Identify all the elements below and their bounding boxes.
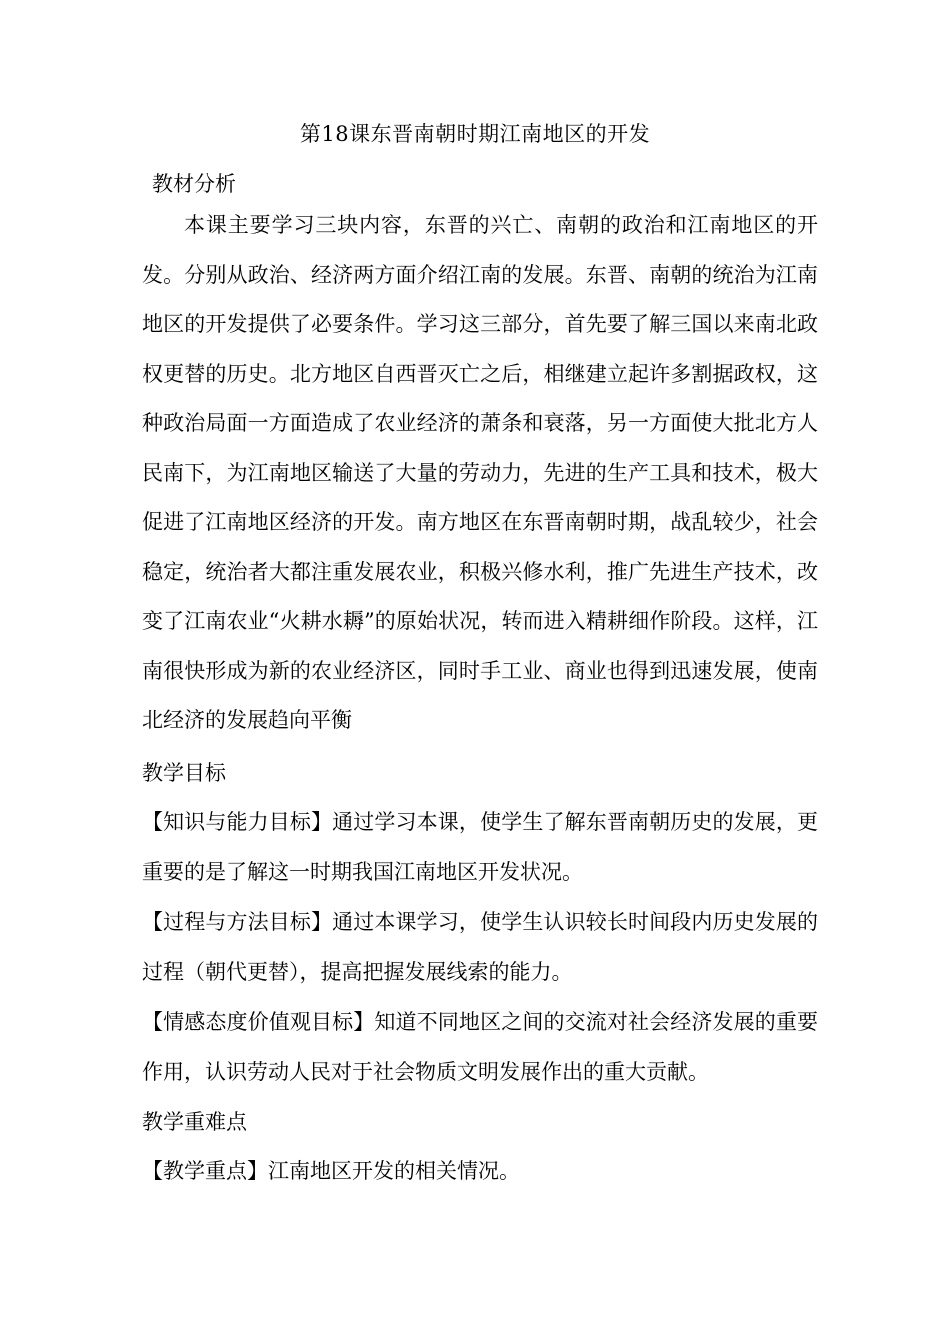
- document-title: 第18课东晋南朝时期江南地区的开发: [299, 122, 651, 146]
- section-heading-key: 教学重难点: [142, 1110, 247, 1134]
- analysis-paragraph: 本课主要学习三块内容，东晋的兴亡、南朝的政治和江南地区的开发。分别从政治、经济两方面介绍江南的发展。东晋、南朝的统治为江南地区的开发提供了必要条件。学习这三部分，首先要了解三国以来南北政权更替的历史。北方地区自西晋灭亡之后，相继建立起许多割据政权，这种政治局面一方面造成了农业经济的萧条和衰落，另一方面使大批北方人民南下，为江南地区输送了大量的劳动力，先进的生产工具和技术，极大促进了江南地区经济的开发。南方地区在东晋南朝时期，战乱较少，社会稳定，统治者大都注重发展农业，积极兴修水利，推广先进生产技术，改变了江南农业“火耕水耨”的原始状况，转而进入精耕细作阶段。这样，江南很快形成为新的农业经济区，同时手工业、商业也得到迅速发展，使南北经济的发展趋向平衡: [142, 213, 818, 732]
- goal-knowledge: 【知识与能力目标】通过学习本课，使学生了解东晋南朝历史的发展，更重要的是了解这一时期我国江南地区开发状况。: [142, 810, 818, 884]
- section-heading-analysis: 教材分析: [152, 172, 236, 196]
- section-heading-goals: 教学目标: [142, 761, 226, 785]
- key-point: 【教学重点】江南地区开发的相关情况。: [142, 1159, 520, 1183]
- goal-emotion: 【情感态度价值观目标】知道不同地区之间的交流对社会经济发展的重要作用，认识劳动人民对于社会物质文明发展作出的重大贡献。: [142, 1010, 818, 1084]
- goal-process: 【过程与方法目标】通过本课学习，使学生认识较长时间段内历史发展的过程（朝代更替），提高把握发展线索的能力。: [142, 910, 818, 984]
